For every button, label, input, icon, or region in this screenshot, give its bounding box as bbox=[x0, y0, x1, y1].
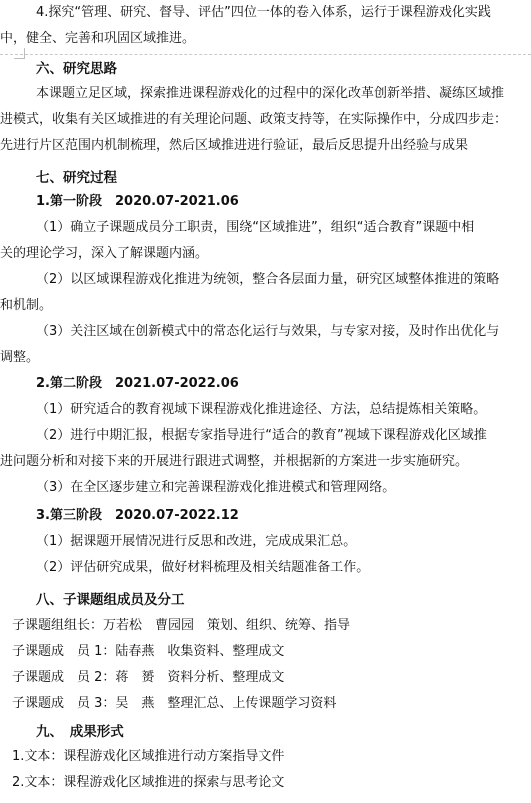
paragraph-line: （1）据课题开展情况进行反思和改进，完成成果汇总。 bbox=[36, 534, 357, 549]
member-line: 子课题成 员 2：蒋 赟 资料分析、整理成文 bbox=[12, 670, 285, 685]
stage-heading-3: 3.第三阶段 2020.07-2022.12 bbox=[36, 508, 239, 523]
paragraph-line: （2）评估研究成果，做好材料梳理及相关结题准备工作。 bbox=[36, 560, 370, 575]
paragraph-line: （2）以区域课程游戏化推进为统领，整合各层面力量，研究区域整体推进的策略 bbox=[36, 272, 500, 287]
member-line: 子课题组组长：万若松 曹园园 策划、组织、统筹、指导 bbox=[12, 618, 351, 633]
stage-heading-1: 1.第一阶段 2020.07-2021.06 bbox=[36, 194, 239, 209]
stage-heading-2: 2.第二阶段 2021.07-2022.06 bbox=[36, 376, 239, 391]
paragraph-line: （1）确立子课题成员分工职责，围绕“区域推进”，组织“适合教育”课题中相 bbox=[36, 220, 475, 235]
paragraph-line: （3）在全区逐步建立和完善课程游戏化推进模式和管理网络。 bbox=[36, 480, 396, 495]
member-line: 子课题成 员 3：吴 燕 整理汇总、上传课题学习资料 bbox=[12, 696, 337, 711]
paragraph-line: （3）关注区域在创新模式中的常态化运行与效果，与专家对接，及时作出优化与 bbox=[36, 324, 500, 339]
page-break-line bbox=[0, 54, 531, 55]
paragraph-line: （1）研究适合的教育视域下课程游戏化推进途径、方法，总结提炼相关策略。 bbox=[36, 402, 487, 417]
paragraph-line: 中，健全、完善和巩固区域推进。 bbox=[0, 31, 196, 46]
paragraph-line: 本课题立足区域，探索推进课程游戏化的过程中的深化改革创新举措、凝练区域推 bbox=[36, 86, 505, 101]
paragraph-line: 关的理论学习，深入了解课题内涵。 bbox=[0, 246, 209, 261]
paragraph-line: （2）进行中期汇报，根据专家指导进行“适合的教育”视域下课程游戏化区域推 bbox=[36, 428, 487, 443]
paragraph-line: 进模式，收集有关区域推进的有关理论问题、政策支持等，在实际操作中，分成四步走： bbox=[0, 112, 508, 127]
section-heading-9: 九、 成果形式 bbox=[36, 724, 124, 740]
paragraph-line: 先进行片区范围内机制梳理，然后区域推进进行验证，最后反思提升出经验与成果 bbox=[0, 138, 469, 153]
paragraph-line: 4.探究“管理、研究、督导、评估”四位一体的卷入体系，运行于课程游戏化实践 bbox=[36, 5, 491, 20]
member-line: 子课题成 员 1：陆春燕 收集资料、整理成文 bbox=[12, 644, 285, 659]
section-heading-6: 六、研究思路 bbox=[36, 61, 117, 77]
paragraph-line: 进问题分析和对接下来的开展进行跟进式调整，并根据新的方案进一步实施研究。 bbox=[0, 454, 469, 469]
result-line: 2.文本：课程游戏化区域推进的探索与思考论文 bbox=[12, 775, 285, 790]
result-line: 1.文本：课程游戏化区域推进行动方案指导文件 bbox=[12, 749, 285, 764]
paragraph-line: 调整。 bbox=[0, 350, 40, 365]
paragraph-line: 和机制。 bbox=[0, 298, 53, 313]
section-heading-8: 八、子课题组成员及分工 bbox=[36, 592, 185, 608]
section-heading-7: 七、研究过程 bbox=[36, 170, 117, 186]
